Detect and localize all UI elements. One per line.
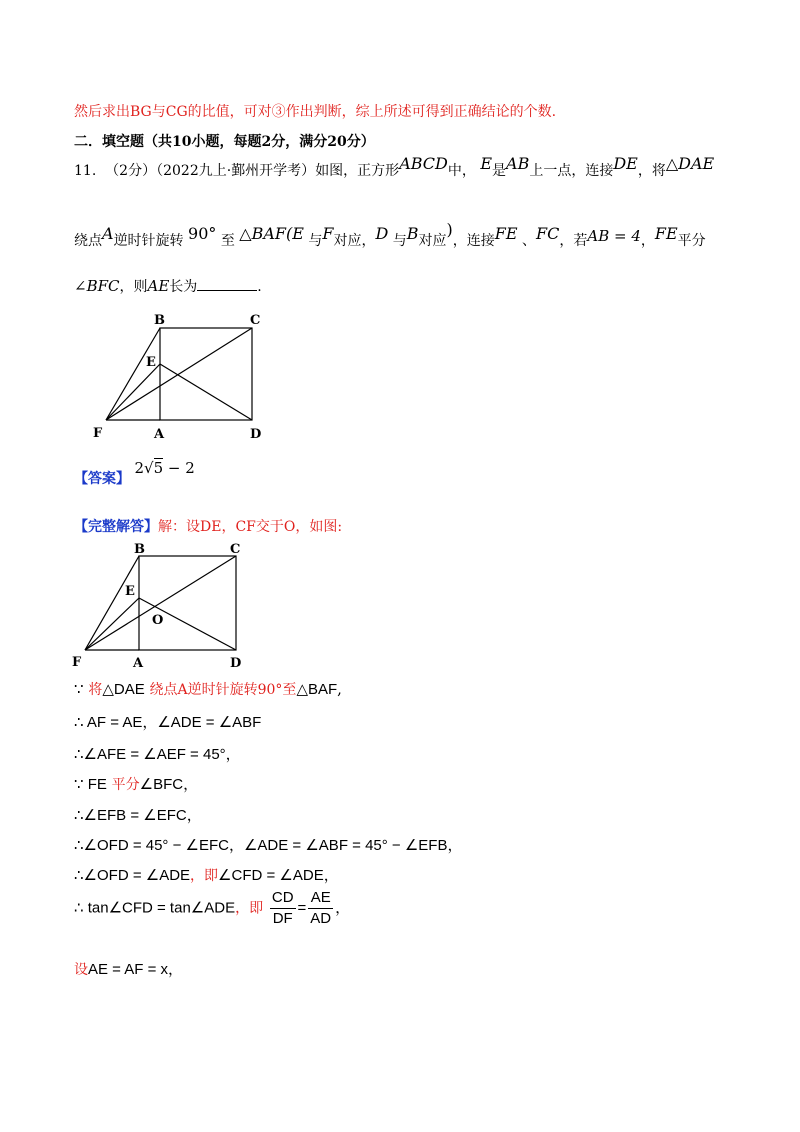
punct: ， — [225, 745, 241, 763]
solution-figure — [60, 538, 260, 673]
question-text: 绕点 — [74, 233, 102, 249]
question-text: 至 — [220, 233, 235, 249]
math: AE = AF = x — [88, 961, 169, 978]
segment-fe — [106, 364, 160, 420]
punct: ， — [447, 836, 463, 854]
question-source: （2022九上·鄞州开学考） — [156, 163, 316, 179]
question-text: ，将 — [637, 163, 666, 179]
label-c: C — [230, 542, 241, 557]
math: ∴∠EFB = ∠EFC — [74, 807, 187, 824]
question-text: 、 — [522, 233, 537, 249]
question-figure — [88, 310, 278, 445]
step-7 — [74, 864, 339, 885]
step-text: 平分 — [111, 777, 140, 793]
punct: ， — [323, 866, 339, 884]
question-text: 与 — [308, 233, 323, 249]
label-a: A — [154, 427, 165, 442]
label-f: F — [72, 655, 82, 670]
step-8 — [74, 888, 350, 929]
label-d: D — [230, 656, 242, 671]
fraction-ae-ad — [308, 888, 333, 929]
math-ab-equals-4: AB = 4 — [587, 227, 641, 245]
math: ∴∠AFE = ∠AEF = 45° — [74, 746, 226, 763]
step-3 — [74, 743, 241, 764]
math: ∴∠OFD = ∠ADE — [74, 867, 191, 884]
question-text: 长为 — [169, 279, 198, 295]
math: ∠BFC — [139, 776, 184, 793]
punct: ， — [186, 806, 202, 824]
step-text: 绕点A逆时针旋转90°至 — [149, 682, 297, 698]
answer-radicand: 5 — [153, 459, 164, 477]
math: ∴ tan∠CFD = tan∠ADE — [74, 899, 236, 917]
frac-num: AE — [308, 888, 333, 909]
segment-fb — [106, 328, 160, 420]
question-text: ，则 — [119, 279, 148, 295]
math: ∴∠OFD = 45° − ∠EFC，∠ADE = ∠ABF = 45° − ∠EFB — [74, 837, 448, 854]
math-angle-bfc: ∠BFC — [74, 277, 120, 295]
punct: , — [337, 680, 342, 698]
answer-value — [134, 459, 194, 477]
math-triangle-baf: △BAF(E — [239, 224, 304, 243]
sqrt-sign: √ — [144, 459, 154, 477]
label-d: D — [250, 427, 262, 442]
math-ae: AE — [147, 277, 170, 295]
math-fe: FE — [494, 224, 518, 243]
math-ab: AB — [506, 154, 530, 173]
segment-ed — [160, 364, 252, 420]
question-text: 对应， — [333, 233, 376, 249]
step-text: ，即 — [190, 868, 219, 884]
question-text: 平分 — [677, 233, 706, 249]
math-e: E — [480, 154, 493, 173]
question-line-2 — [74, 220, 706, 250]
math: △BAF — [296, 681, 338, 698]
math-f: F — [322, 224, 334, 243]
answer-line — [74, 459, 195, 488]
math: ∠CFD = ∠ADE — [218, 867, 324, 884]
step-text: ，即 — [235, 900, 264, 917]
question-number: 11. — [74, 163, 97, 179]
step-6 — [74, 834, 463, 855]
math-triangle-dae: △DAE — [665, 154, 715, 173]
step-text: 设 — [74, 962, 88, 978]
question-text: 是 — [492, 163, 507, 179]
intro-line: 然后求出BG与CG的比值，可对③作出判断，综上所述可得到正确结论的个数. — [74, 104, 557, 120]
frac-den: AD — [310, 910, 332, 927]
question-score: （2分） — [105, 163, 157, 179]
question-text: 如图，正方形 — [315, 163, 400, 179]
question-text: 中， — [447, 163, 476, 179]
label-b: B — [134, 542, 145, 557]
math: △DAE — [102, 681, 145, 698]
answer-label: 【答案】 — [74, 471, 130, 487]
label-e: E — [146, 355, 156, 370]
question-text: . — [257, 279, 262, 295]
math-abcd: ABCD — [399, 154, 448, 173]
question-text: 对应 — [418, 233, 447, 249]
math: ∵ — [74, 680, 84, 698]
math: = — [297, 899, 307, 917]
frac-num: CD — [270, 888, 296, 909]
label-a: A — [133, 656, 144, 671]
label-f: F — [93, 426, 103, 441]
segment-fb — [85, 556, 139, 650]
step-2 — [74, 711, 261, 732]
step-9 — [74, 958, 183, 979]
question-text: ， — [640, 233, 655, 249]
step-5 — [74, 804, 202, 825]
solution-intro-text: 解：设DE，CF交于O，如图: — [158, 519, 343, 535]
segment-fe — [85, 598, 139, 650]
label-o: O — [152, 613, 164, 628]
math-de: DE — [613, 154, 638, 173]
solution-intro — [74, 516, 342, 536]
fraction-cd-df — [270, 888, 296, 929]
label-e: E — [125, 584, 135, 599]
label-c: C — [250, 313, 261, 328]
answer-tail: − 2 — [167, 459, 195, 477]
question-text: 与 — [392, 233, 407, 249]
frac-den: DF — [272, 910, 293, 927]
question-line-1 — [74, 154, 715, 180]
punct: ， — [335, 898, 351, 917]
math: ∴ AF = AE，∠ADE = ∠ABF — [74, 714, 262, 731]
math-fc: FC — [536, 224, 560, 243]
math-paren: ) — [446, 220, 453, 239]
square-abcd — [160, 328, 252, 420]
punct: ， — [168, 960, 184, 978]
math-fe: FE — [654, 224, 678, 243]
label-b: B — [154, 313, 165, 328]
square-abcd — [139, 556, 236, 650]
question-text: ，若 — [559, 233, 588, 249]
question-text: 上一点，连接 — [529, 163, 614, 179]
math-b: B — [406, 224, 419, 243]
math-d: D — [375, 224, 389, 243]
question-text: ，连接 — [452, 233, 495, 249]
step-text: 将 — [88, 682, 103, 698]
math-90-degree: 90° — [188, 224, 217, 243]
solution-label: 【完整解答】 — [74, 519, 158, 535]
section-heading: 二．填空题（共10小题，每题2分，满分20分） — [74, 134, 375, 150]
math-a: A — [102, 224, 114, 243]
segment-fc — [85, 556, 236, 650]
answer-coef: 2 — [134, 459, 144, 477]
question-text: 逆时针旋转 — [113, 233, 184, 249]
step-1 — [74, 679, 342, 699]
answer-blank — [197, 276, 257, 291]
math: ∵ FE — [74, 776, 107, 793]
question-line-3 — [74, 276, 262, 296]
step-4 — [74, 773, 198, 794]
punct: ， — [183, 775, 199, 793]
